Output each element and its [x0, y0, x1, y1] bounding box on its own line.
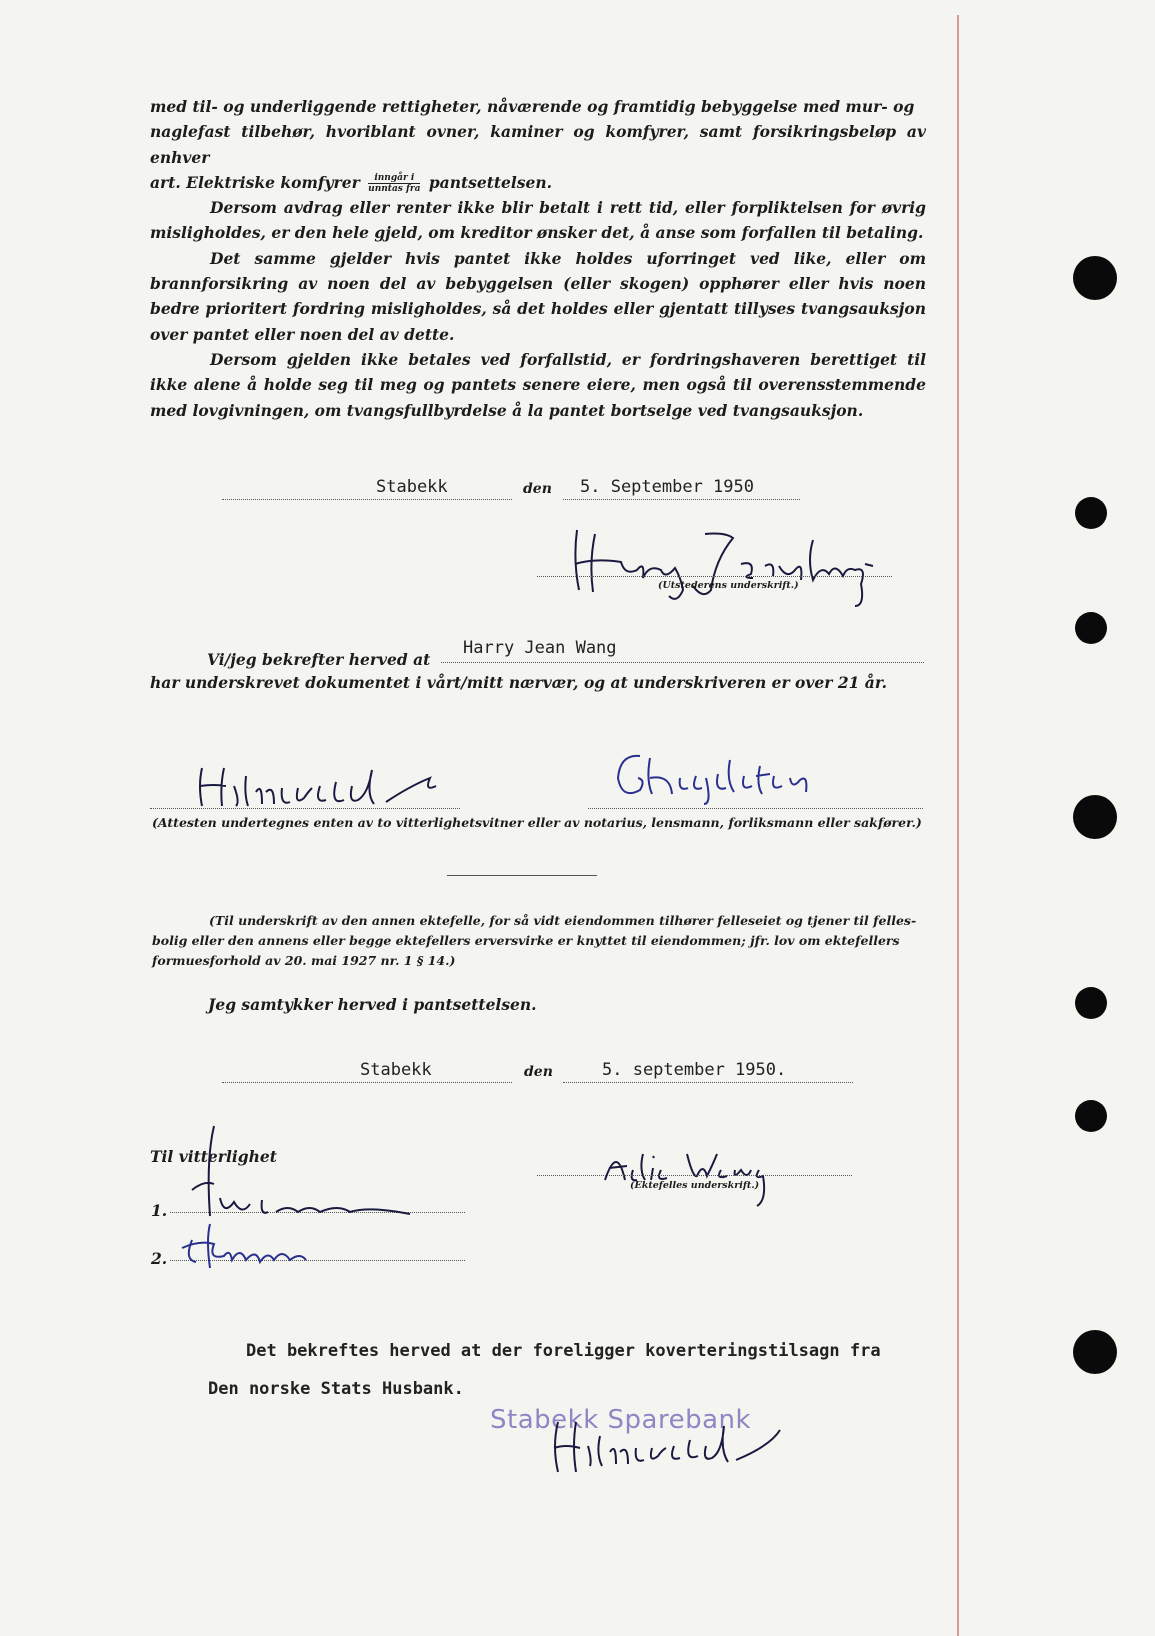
bank-signature: [540, 1410, 820, 1480]
bank-stamp: Stabekk Sparebank: [490, 1405, 752, 1435]
fraction-top: inngår i: [368, 173, 420, 184]
attestation-caption: (Attesten undertegnes enten av to vitterlighetsvitner eller av notarius, lensmann, forliksmann eller sakfører.): [152, 815, 922, 830]
witness-lead: Vi/jeg bekrefter herved at: [207, 650, 431, 669]
margin-rule: [957, 15, 959, 1636]
issuer-signature: [565, 520, 895, 610]
witness-line-2: [588, 808, 923, 809]
date-line: [563, 499, 800, 500]
attestation-number-2: 2.: [151, 1249, 168, 1268]
date-field: 5. September 1950: [580, 477, 754, 497]
den-label: den: [523, 481, 552, 497]
witness-name-line: [441, 662, 924, 663]
attestation-number-1: 1.: [151, 1201, 168, 1220]
clause-2: Dersom avdrag eller renter ikke blir betalt i rett tid, eller forpliktelsen for øvrig misligholdes, er den hele gjeld, om kreditor ønsker det, å anse som forfallen til betaling.: [150, 198, 926, 243]
spouse-signature-caption: (Ektefelles underskrift.): [630, 1180, 760, 1191]
attestation-heading: Til vitterlighet: [150, 1147, 277, 1166]
clause-4: Dersom gjelden ikke betales ved forfallstid, er fordringshaveren berettiget til ikke alene å holde seg til meg og pantets senere eiere, men også til overensstemmende med lovgivningen, om tvangsfullbyrdelse å la pantet bortselge ved tvangsauksjon.: [150, 349, 926, 420]
attestation-signatures: [170, 1120, 430, 1270]
mortgage-clauses: [150, 94, 926, 423]
husbank-statement-line-2: Den norske Stats Husbank.: [208, 1379, 464, 1399]
spouse-note-line-1: (Til underskrift av den annen ektefelle, for så vidt eiendommen tilhører felleseiet og tjener til felles-: [209, 913, 917, 928]
consent-statement: Jeg samtykker herved i pantsettelsen.: [208, 995, 537, 1014]
place-line-2: [222, 1082, 512, 1083]
clause-1-line-3-end: pantsettelsen.: [428, 172, 553, 192]
fraction-bottom: unntas fra: [368, 184, 421, 195]
clause-1-line-3: [150, 170, 926, 195]
punch-hole: [1075, 1100, 1107, 1132]
fraction-choice: [368, 173, 420, 194]
witness-statement: har underskrevet dokumentet i vårt/mitt nærvær, og at underskriveren er over 21 år.: [150, 673, 887, 692]
witness-line-1: [150, 808, 460, 809]
clause-1-line-3-start: art. Elektriske komfyrer: [150, 172, 360, 192]
issuer-signature-caption: (Utstederens underskrift.): [658, 580, 799, 591]
witness-subject-name: Harry Jean Wang: [463, 638, 617, 658]
witness-signature-2: [610, 744, 830, 808]
issuer-signature-line: [537, 576, 892, 577]
section-divider: [447, 875, 597, 876]
den-label-2: den: [524, 1064, 553, 1080]
husbank-statement-line-1: Det bekreftes herved at der foreligger koverteringstilsagn fra: [246, 1341, 881, 1361]
clause-1-line-2: naglefast tilbehør, hvoriblant ovner, kaminer og komfyrer, samt forsikringsbeløp av enhver: [150, 122, 926, 167]
spouse-signature-line: [537, 1175, 852, 1176]
spouse-note-line-3: formuesforhold av 20. mai 1927 nr. 1 § 14.): [152, 953, 456, 968]
punch-hole: [1075, 987, 1107, 1019]
punch-hole: [1075, 612, 1107, 644]
witness-signature-1: [190, 756, 480, 816]
place-field: Stabekk: [376, 477, 448, 497]
punch-hole: [1073, 1330, 1117, 1374]
clause-1-line-1: med til- og underliggende rettigheter, nåværende og framtidig bebyggelse med mur- og: [150, 97, 915, 116]
clause-3: Det samme gjelder hvis pantet ikke holdes uforringet ved like, eller om brannforsikring av noen del av bebyggelsen (eller skogen) opphører eller hvis noen bedre prioritert fordring misligholdes, så det holdes eller gjentatt tillyses tvangsauksjon over pantet eller noen del av dette.: [150, 248, 926, 344]
place-field-2: Stabekk: [360, 1060, 432, 1080]
date-line-2: [563, 1082, 853, 1083]
date-field-2: 5. september 1950.: [602, 1060, 787, 1080]
punch-hole: [1075, 497, 1107, 529]
punch-hole: [1073, 795, 1117, 839]
spouse-note-line-2: bolig eller den annens eller begge ektefellers erversvirke er knyttet til eiendommen; jfr. lov om ektefellers: [152, 933, 900, 948]
punch-hole: [1073, 256, 1117, 300]
place-line: [222, 499, 512, 500]
